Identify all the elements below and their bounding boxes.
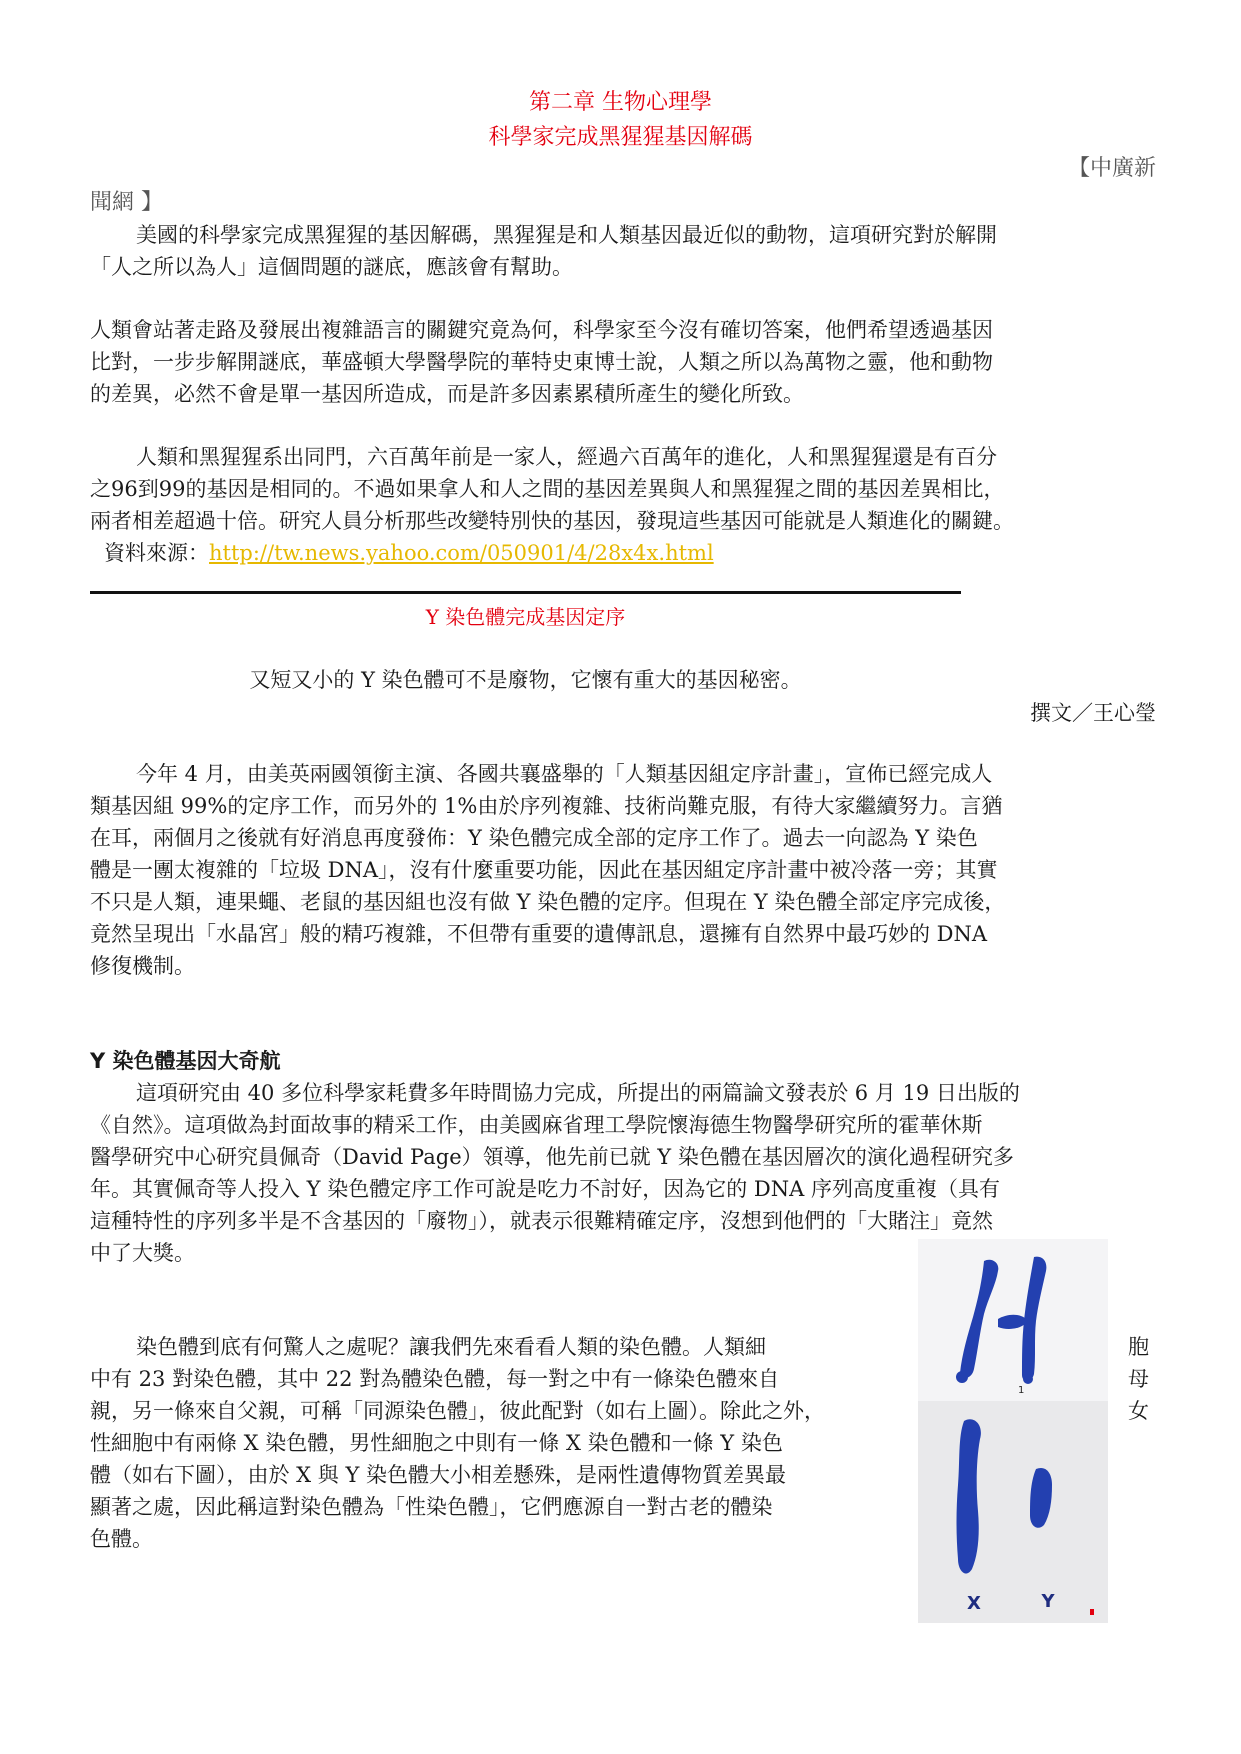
article1-paragraph-1-cont	[90, 251, 1156, 283]
article1-paragraph-1	[90, 219, 1156, 251]
text-line: 今年 4 月，由美英兩國領銜主演、各國共襄盛舉的「人類基因組定序計畫」，宣佈已經完成人	[136, 762, 993, 786]
text-line: 色體。	[90, 1527, 153, 1551]
article2-paragraph-3	[90, 1331, 910, 1555]
side-char-3: 女	[1128, 1399, 1149, 1423]
text-line: 之96到99的基因是相同的。不過如果拿人和人之間的基因差異與人和黑猩猩之間的基因差異相比，	[90, 477, 1005, 501]
text-line: 中了大獎。	[90, 1241, 195, 1265]
text-line: 這項研究由 40 多位科學家耗費多年時間協力完成，所提出的兩篇論文發表於 6 月 19 日出版的	[136, 1081, 1020, 1105]
text-line: 美國的科學家完成黑猩猩的基因解碼，黑猩猩是和人類基因最近似的動物，這項研究對於解開	[136, 223, 997, 247]
text-line: 類基因組 99%的定序工作，而另外的 1%由於序列複雜、技術尚難克服，有待大家繼續努力。言猶	[90, 794, 1003, 818]
text-line: 兩者相差超過十倍。研究人員分析那些改變特別快的基因，發現這些基因可能就是人類進化的關鍵。	[90, 509, 1014, 533]
text-line: 顯著之處，因此稱這對染色體為「性染色體」，它們應源自一對古老的體染	[90, 1495, 773, 1519]
text-line: 人類和黑猩猩系出同門，六百萬年前是一家人，經過六百萬年的進化，人和黑猩猩還是有百分	[136, 445, 997, 469]
source-tag-part2: 聞網 】	[90, 190, 163, 215]
source-label: 資料來源：	[104, 541, 209, 565]
figure-label-top: 1	[1018, 1385, 1025, 1396]
text-line: 這種特性的序列多半是不含基因的「廢物」），就表示很難精確定序，沒想到他們的「大賭注」竟然	[90, 1209, 993, 1233]
text-line: 《自然》。這項做為封面故事的精采工作，由美國麻省理工學院懷海德生物醫學研究所的霍華休斯	[90, 1113, 983, 1137]
section-divider	[90, 591, 961, 594]
text-line: 醫學研究中心研究員佩奇（David Page）領導，他先前已就 Y 染色體在基因層次的演化過程研究多	[90, 1145, 1014, 1169]
article1-paragraph-2	[90, 314, 1156, 410]
figure-label-x: X	[967, 1593, 981, 1614]
article2-title: Y 染色體完成基因定序	[425, 605, 626, 629]
article2-lead: 又短又小的 Y 染色體可不是廢物，它懷有重大的基因秘密。	[249, 668, 802, 692]
text-line: 修復機制。	[90, 954, 195, 978]
article2-author: 撰文／王心瑩	[1030, 701, 1156, 725]
chapter-title: 第二章 生物心理學	[529, 90, 712, 115]
section-heading: Y 染色體基因大奇航	[90, 1049, 281, 1073]
source-line	[104, 537, 714, 569]
text-line: 的差異，必然不會是單一基因所造成，而是許多因素累積所產生的變化所致。	[90, 382, 804, 406]
text-line: 比對，一步步解開謎底，華盛頓大學醫學院的華特史東博士說，人類之所以為萬物之靈，他和動物	[90, 350, 993, 374]
text-line: 不只是人類，連果蠅、老鼠的基因組也沒有做 Y 染色體的定序。但現在 Y 染色體全部定序完成後，	[90, 890, 1006, 914]
text-line: 體是一團太複雜的「垃圾 DNA」，沒有什麼重要功能，因此在基因組定序計畫中被冷落一旁；其實	[90, 858, 998, 882]
text-line: 竟然呈現出「水晶宮」般的精巧複雜，不但帶有重要的遺傳訊息，還擁有自然界中最巧妙的 DNA	[90, 922, 988, 946]
side-char-2: 母	[1128, 1367, 1149, 1391]
text-line: 染色體到底有何驚人之處呢？讓我們先來看看人類的染色體。人類細	[136, 1335, 766, 1359]
chromosome-illustration	[918, 1239, 1108, 1623]
article1-paragraph-3	[90, 441, 1156, 537]
article-title: 科學家完成黑猩猩基因解碼	[488, 125, 753, 150]
chromosome-figure	[918, 1239, 1108, 1623]
text-line: 親，另一條來自父親，可稱「同源染色體」，彼此配對（如右上圖）。除此之外，	[90, 1399, 825, 1423]
text-line: 中有 23 對染色體，其中 22 對為體染色體，每一對之中有一條染色體來自	[90, 1367, 780, 1391]
text-line: 在耳，兩個月之後就有好消息再度發佈：Y 染色體完成全部的定序工作了。過去一向認為 Y 染色	[90, 826, 978, 850]
text-line: 人類會站著走路及發展出複雜語言的關鍵究竟為何，科學家至今沒有確切答案，他們希望透過基因	[90, 318, 993, 342]
source-tag-part1: 【中廣新	[1067, 156, 1156, 181]
text-line: 性細胞中有兩條 X 染色體，男性細胞之中則有一條 X 染色體和一條 Y 染色	[90, 1431, 783, 1455]
sex-chromosomes-image	[957, 1419, 1053, 1573]
article2-paragraph-1	[90, 758, 1156, 982]
figure-label-y: Y	[1041, 1591, 1055, 1612]
text-line: 體（如右下圖），由於 X 與 Y 染色體大小相差懸殊，是兩性遺傳物質差異最	[90, 1463, 787, 1487]
source-link[interactable]: http://tw.news.yahoo.com/050901/4/28x4x.html	[209, 541, 714, 565]
side-char-1: 胞	[1128, 1335, 1149, 1359]
text-line: 年。其實佩奇等人投入 Y 染色體定序工作可說是吃力不討好，因為它的 DNA 序列高度重複（具有	[90, 1177, 1000, 1201]
text-line: 「人之所以為人」這個問題的謎底，應該會有幫助。	[90, 255, 573, 279]
